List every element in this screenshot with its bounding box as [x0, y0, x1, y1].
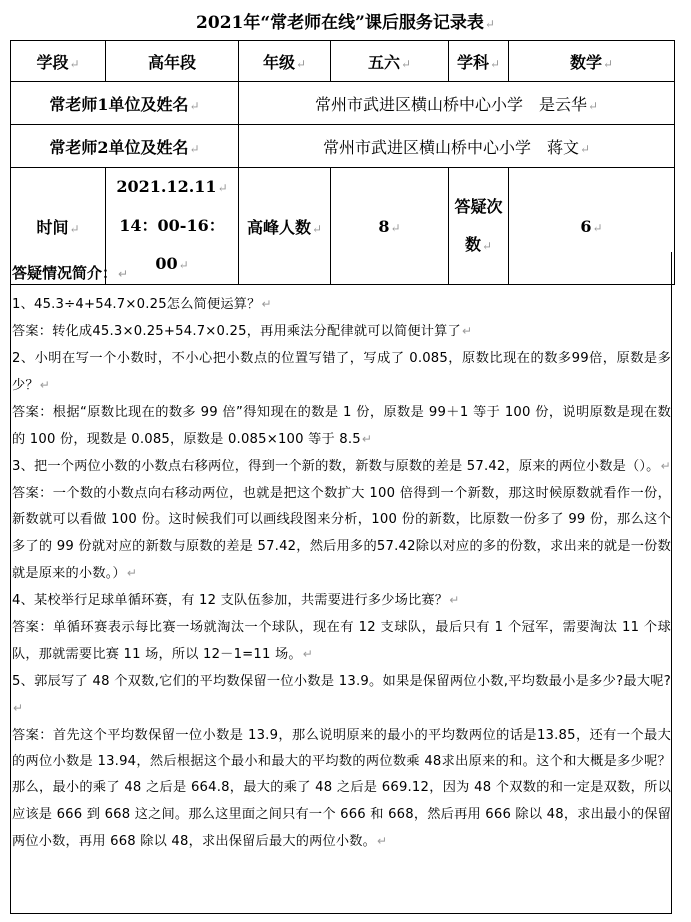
label-subject: 学科↵ — [449, 41, 509, 82]
qa-answer: 答案：首先这个平均数保留一位小数是 13.9，那么说明原来的最小的平均数两位的话是13.85，还有一个最大的两位小数是 13.94，然后根据这个最小和最大的平均数的两位数乘 48求出原来的和。这个和大概是多少呢？那么，最小的乘了 48 之后是 664.8，最大的乘了 48 之后是 669.12，因为 48 个双数的和一定是双数，所以应该是 666 到 668 这之间。那么这里面之间只有一个 666 和 668，然后再用 666 除以 48，求出最小的保留两位小数，再用 668 除以 48，求出保留后最大的两位小数。↵ — [12, 727, 671, 850]
label-teacher-1: 常老师1单位及姓名↵ — [11, 82, 239, 125]
qa-summary-heading: 答疑情况简介：↵ — [12, 264, 129, 282]
value-peak: 8↵ — [331, 168, 449, 285]
qa-answer: 答案：转化成45.3×0.25+54.7×0.25，再用乘法分配律就可以简便计算了↵ — [12, 324, 473, 340]
qa-question: 2、小明在写一个小数时，不小心把小数点的位置写错了，写成了 0.085，原数比现在的数多99倍，原数是多少？↵ — [12, 350, 671, 394]
title-text: 2021年“常老师在线”课后服务记录表 — [196, 13, 484, 33]
qa-answer: 答案：根据“原数比现在的数多 99 倍”得知现在的数是 1 份，原数是 99＋1 等于 100 份，说明原数是现在数的 100 份，现数是 0.085，原数是 0.085×100 等于 8.5↵ — [12, 404, 671, 448]
value-stage: 高年段 — [106, 41, 239, 82]
qa-question: 3、把一个两位小数的小数点右移两位，得到一个新的数，新数与原数的差是 57.42，原来的两位小数是（）。↵ — [12, 459, 671, 475]
return-mark: ↵ — [484, 17, 495, 31]
qa-question: 1、45.3÷4+54.7×0.25怎么简便运算？↵ — [12, 297, 272, 312]
value-teacher-1: 常州市武进区横山桥中心小学 是云华↵ — [239, 82, 675, 125]
info-table — [10, 40, 675, 285]
value-qa-count: 6↵ — [509, 168, 675, 285]
time-range-text: 14：00-16：00↵ — [119, 216, 225, 273]
label-grade: 年级↵ — [239, 41, 331, 82]
qa-question: 4、某校举行足球单循环赛，有 12 支队伍参加，共需要进行多少场比赛？↵ — [12, 593, 460, 609]
label-qa-count: 答疑次 数↵ — [449, 168, 509, 285]
qa-summary-section — [10, 252, 672, 914]
page-title — [0, 8, 691, 33]
row-stage — [11, 41, 675, 82]
value-subject: 数学↵ — [509, 41, 675, 82]
label-teacher-2: 常老师2单位及姓名↵ — [11, 125, 239, 168]
qa-answer: 答案：一个数的小数点向右移动两位，也就是把这个数扩大 100 倍得到一个新数，那这时候原数就看作一份，新数就可以看做 100 份。这时候我们可以画线段图来分析，100 份的新数，比原数一份多了 99 份，那么这个多了的 99 份就对应的新数与原数的差是 57.42，然后用多的57.42除以对应的多的份数，求出来的就是一份数就是原来的小数。）↵ — [12, 485, 671, 582]
label-stage: 学段↵ — [11, 41, 106, 82]
qa-answer: 答案：单循环赛表示每比赛一场就淘汰一个球队，现在有 12 支球队，最后只有 1 个冠军，需要淘汰 11 个球队，那就需要比赛 11 场，所以 12－1=11 场。↵ — [12, 619, 671, 663]
value-teacher-2: 常州市武进区横山桥中心小学 蒋文↵ — [239, 125, 675, 168]
label-time: 时间↵ — [11, 168, 106, 285]
qa-question: 5、郭辰写了 48 个双数,它们的平均数保留一位小数是 13.9。如果是保留两位小数,平均数最小是多少?最大呢?↵ — [12, 673, 671, 716]
value-grade: 五六↵ — [331, 41, 449, 82]
row-teacher-2 — [11, 125, 675, 168]
date-text: 2021.12.11↵ — [116, 177, 228, 196]
label-peak: 高峰人数↵ — [239, 168, 331, 285]
row-teacher-1 — [11, 82, 675, 125]
